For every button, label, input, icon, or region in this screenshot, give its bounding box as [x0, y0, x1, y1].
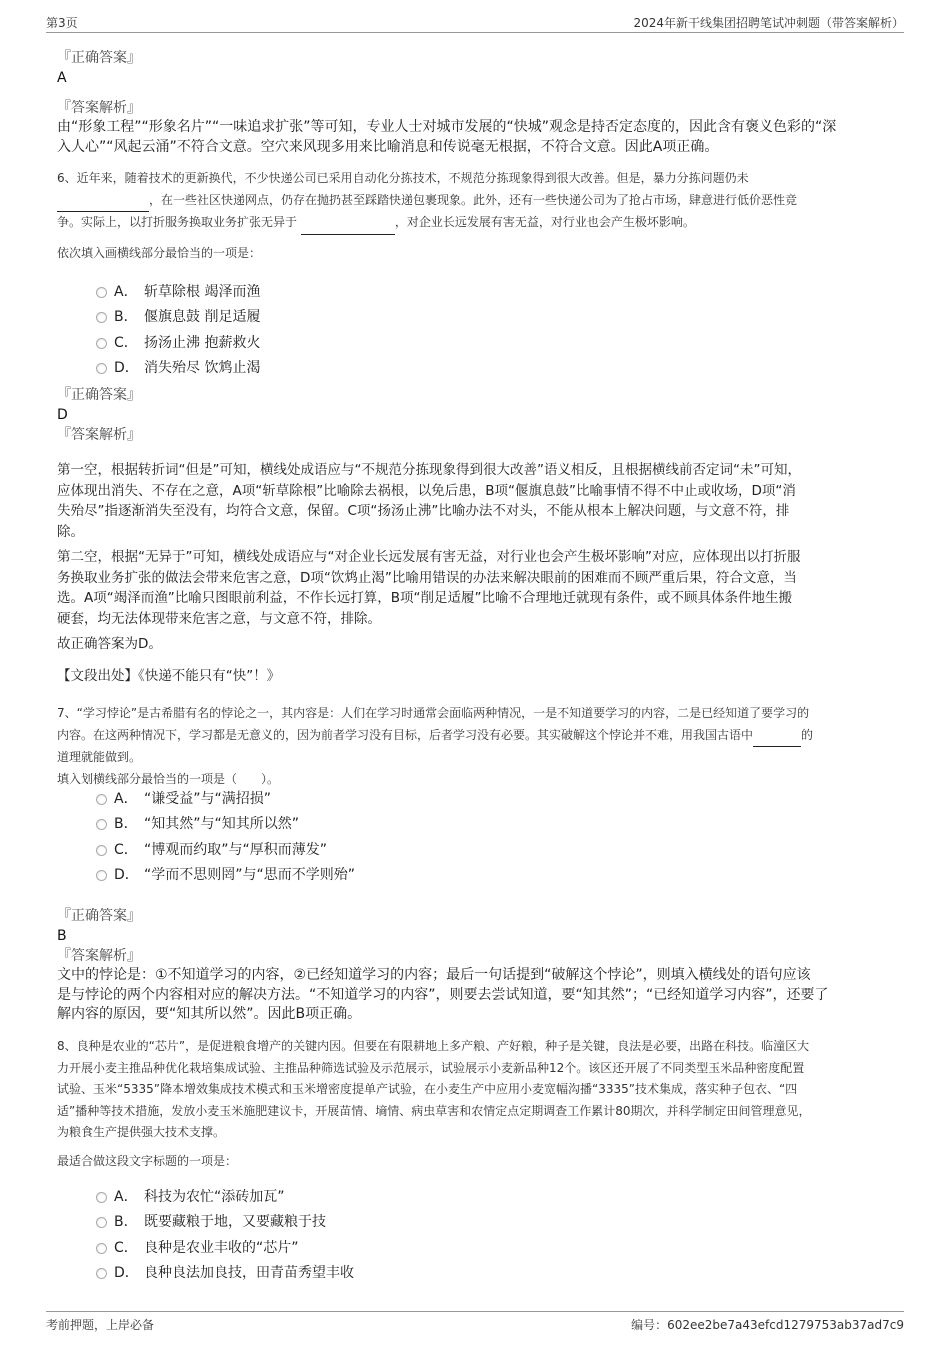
q8-options — [96, 1183, 354, 1285]
radio-icon[interactable] — [96, 845, 107, 856]
analysis-line: 由“形象工程”“形象名片”“一味追求扩张”等可知，专业人士对城市发展的“快城”观念是持否定态度的，因此含有褒义色彩的“深 — [57, 119, 837, 135]
stem-line: 试验、玉米“5335”降本增效集成技术模式和玉米增密度提单产试验，在小麦生产中应用小麦宽幅沟播“3335”技术集成，落实种子包衣、“四 — [57, 1082, 798, 1096]
q8-prompt: 最适合做这段文字标题的一项是： — [57, 1154, 238, 1168]
radio-icon[interactable] — [96, 363, 107, 374]
radio-icon[interactable] — [96, 1268, 107, 1279]
analysis-line: 是与悖论的两个内容相对应的解决方法。“不知道学习的内容”，则要去尝试知道，要“知其然”；“已经知道学习内容”，还要了 — [57, 986, 829, 1003]
q6-analysis-p1 — [57, 460, 887, 542]
q6-source: 【文段出处】《快递不能只有“快”！》 — [57, 668, 281, 684]
correct-answer-value: B — [57, 928, 67, 944]
stem-line: 力开展小麦主推品种优化栽培集成试验、主推品种筛选试验及示范展示，试验展示小麦新品种12个。该区还开展了不同类型玉米品种密度配置 — [57, 1060, 805, 1075]
stem-line: ，在一些社区快递网点，仍存在抛扔甚至踩踏快递包裹现象。此外，还有一些快递公司为了抢占市场，肆意进行低价恶性竞 — [57, 190, 887, 213]
stem-line: 6、近年来，随着技术的更新换代，不少快递公司已采用自动化分拣技术，不规范分拣现象得到很大改善。但是，暴力分拣问题仍未 — [57, 171, 749, 185]
q7-options — [96, 785, 355, 887]
stem-line: 道理就能做到。 — [57, 750, 142, 764]
q6-answer-section — [57, 385, 887, 445]
radio-icon[interactable] — [96, 1217, 107, 1228]
option-a[interactable]: A． “谦受益”与“满招损” — [96, 785, 355, 811]
fill-blank — [753, 725, 801, 748]
radio-icon[interactable] — [96, 870, 107, 881]
q6-options — [96, 278, 260, 380]
correct-answer-value: A — [57, 70, 67, 86]
analysis-line: 务换取业务扩张的做法会带来危害之意，D项“饮鸩止渴”比喻用错误的办法来解决眼前的困难而不顾严重后果，符合文意，当 — [57, 569, 797, 586]
option-a[interactable]: A． 科技为农忙“添砖加瓦” — [96, 1183, 354, 1209]
correct-answer-value: D — [57, 407, 68, 423]
option-b[interactable]: B． “知其然”与“知其所以然” — [96, 811, 355, 837]
option-a[interactable]: A． 斩草除根 竭泽而渔 — [96, 278, 260, 304]
option-b[interactable]: B． 偃旗息鼓 削足适履 — [96, 304, 260, 330]
option-d[interactable]: D． 消失殆尽 饮鸩止渴 — [96, 355, 260, 381]
analysis-line: 硬套，均无法体现带来危害之意，与文意不符，排除。 — [57, 610, 381, 627]
analysis-line: 除。 — [57, 523, 84, 540]
page-number: 第3页 — [46, 16, 78, 30]
document-serial: 编号：602ee2be7a43efcd1279753ab37ad7c9 — [631, 1318, 904, 1332]
option-c[interactable]: C． “博观而约取”与“厚积而薄发” — [96, 836, 355, 862]
page-footer — [46, 1311, 904, 1334]
stem-line: 争。实际上，以打折服务换取业务扩张无异于 ，对企业长远发展有害无益，对行业也会产生极坏影响。 — [57, 212, 887, 235]
radio-icon[interactable] — [96, 819, 107, 830]
q7-stem — [57, 703, 887, 790]
radio-icon[interactable] — [96, 287, 107, 298]
analysis-line: 第二空，根据“无异于”可知，横线处成语应与“对企业长远发展有害无益，对行业也会产生极坏影响”对应，应体现出以打折服 — [57, 549, 801, 565]
radio-icon[interactable] — [96, 1192, 107, 1203]
q7-prompt: 填入划横线部分最恰当的一项是（ ）。 — [57, 771, 280, 786]
stem-line: 为粮食生产提供强大技术支撑。 — [57, 1125, 226, 1139]
analysis-line: 选。A项“竭泽而渔”比喻只图眼前利益，不作长远打算，B项“削足适履”比喻不合理地迁就现有条件，或不顾具体条件地生搬 — [57, 590, 792, 606]
analysis-label: 『答案解析』 — [57, 948, 141, 964]
analysis-line: 入人心”“风起云涌”不符合文意。空穴来风现多用来比喻消息和传说毫无根据，不符合文意。因此A项正确。 — [57, 138, 719, 155]
analysis-line: 文中的悖论是：①不知道学习的内容，②已经知道学习的内容；最后一句话提到“破解这个悖论”，则填入横线处的语句应该 — [57, 967, 811, 983]
analysis-line: 解内容的原因，要“知其所以然”。因此B项正确。 — [57, 1006, 362, 1022]
q5-answer-section — [57, 48, 887, 88]
option-d[interactable]: D． “学而不思则罔”与“思而不学则殆” — [96, 862, 355, 888]
q6-prompt: 依次填入画横线部分最恰当的一项是： — [57, 246, 262, 260]
q7-answer-section — [57, 906, 887, 1025]
option-c[interactable]: C． 扬汤止沸 抱薪救火 — [96, 329, 260, 355]
q8-stem — [57, 1036, 887, 1144]
analysis-label: 『答案解析』 — [57, 100, 141, 116]
fill-blank-1 — [57, 190, 149, 213]
correct-answer-label: 『正确答案』 — [57, 50, 141, 66]
option-d[interactable]: D． 良种良法加良技，田青苗秀望丰收 — [96, 1260, 354, 1286]
radio-icon[interactable] — [96, 1243, 107, 1254]
option-b[interactable]: B． 既要藏粮于地，又要藏粮于技 — [96, 1209, 354, 1235]
correct-answer-label: 『正确答案』 — [57, 387, 141, 403]
stem-line: 7、“学习悖论”是古希腊有名的悖论之一，其内容是：人们在学习时通常会面临两种情况，一是不知道要学习的内容，二是已经知道了要学习的 — [57, 706, 810, 720]
q6-analysis-p2 — [57, 547, 887, 629]
correct-answer-label: 『正确答案』 — [57, 908, 141, 924]
analysis-line: 应体现出消失、不存在之意，A项“斩草除根”比喻除去祸根，以免后患，B项“偃旗息鼓”比喻事情不得不中止或收场，D项“消 — [57, 482, 796, 499]
radio-icon[interactable] — [96, 338, 107, 349]
option-c[interactable]: C． 良种是农业丰收的“芯片” — [96, 1234, 354, 1260]
stem-line: 适”播种等技术措施，发放小麦玉米施肥建议卡，开展苗情、墒情、病虫草害和农情定点定期调查工作累计80期次，并科学制定田间管理意见， — [57, 1103, 811, 1118]
radio-icon[interactable] — [96, 312, 107, 323]
q6-conclusion: 故正确答案为D。 — [57, 636, 162, 652]
document-title: 2024年新干线集团招聘笔试冲刺题（带答案解析） — [633, 16, 904, 30]
page-header — [46, 10, 904, 33]
stem-line: 8、良种是农业的“芯片”，是促进粮食增产的关键内因。但要在有限耕地上多产粮、产好粮，种子是关键，良法是必要，出路在科技。临潼区大 — [57, 1039, 810, 1053]
analysis-label: 『答案解析』 — [57, 427, 141, 443]
q5-analysis-section — [57, 98, 887, 157]
analysis-line: 第一空，根据转折词“但是”可知，横线处成语应与“不规范分拣现象得到很大改善”语义相反，且根据横线前否定词“未”可知， — [57, 462, 801, 478]
radio-icon[interactable] — [96, 794, 107, 805]
q6-stem — [57, 168, 887, 235]
fill-blank-2 — [301, 212, 395, 235]
stem-line: 内容。在这两种情况下，学习都是无意义的，因为前者学习没有目标，后者学习没有必要。其实破解这个悖论并不难，用我国古语中 的 — [57, 725, 887, 748]
analysis-line: 失殆尽”指逐渐消失至没有，均符合文意，保留。C项“扬汤止沸”比喻办法不对头，不能从根本上解决问题，与文意不符，排 — [57, 503, 790, 519]
footer-slogan: 考前押题，上岸必备 — [46, 1318, 155, 1332]
